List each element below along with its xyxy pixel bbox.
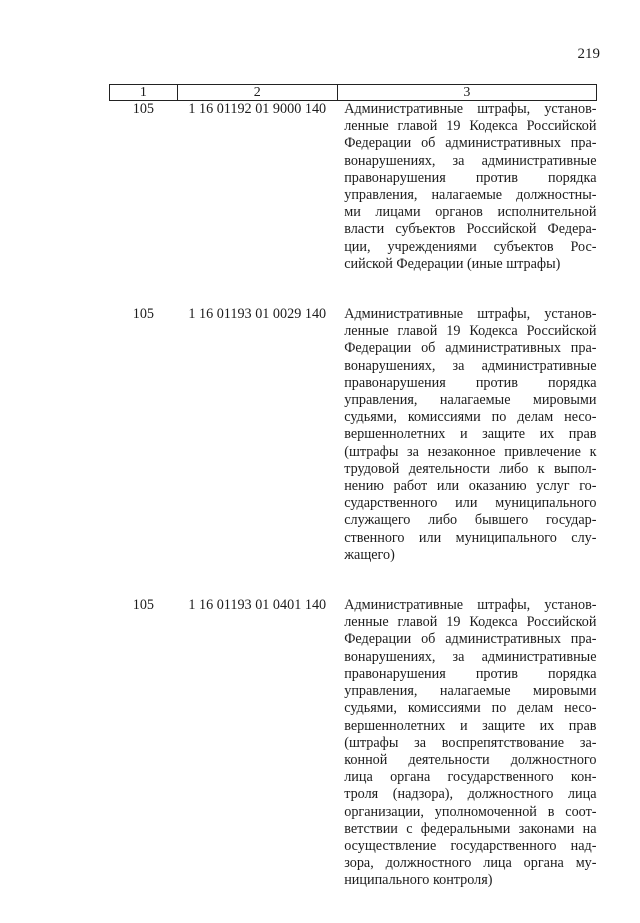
description-line: ленные главой 19 Кодекса Российской: [344, 614, 597, 631]
description-line: управления, налагаемые мировыми: [344, 683, 597, 700]
description-line: управления, налагаемые должностны-: [344, 187, 597, 204]
description-line: ми лицами органов исполнительной: [344, 204, 597, 221]
description-line: судьями, комиссиями по делам несо-: [344, 700, 597, 717]
description-line: ленные главой 19 Кодекса Российской: [344, 323, 597, 340]
description-line: ственного или муниципального слу-: [344, 529, 597, 546]
column-header-3: 3: [337, 85, 596, 101]
description-line: Федерации об административных пра-: [344, 340, 597, 357]
description-line: трудовой деятельности либо к выпол-: [344, 460, 597, 477]
revenue-code-table: [109, 84, 597, 923]
description-line: правонарушения против порядка: [344, 665, 597, 682]
description-line: правонарушения против порядка: [344, 169, 597, 186]
description-line: (штрафы за воспрепятствование за-: [344, 734, 597, 751]
description-cell: [337, 597, 596, 922]
admin-code-cell: 105: [132, 597, 155, 614]
description-line: Федерации об административных пра-: [344, 135, 597, 152]
description-line: управления, налагаемые мировыми: [344, 392, 597, 409]
description-line: вонарушениях, за административные: [344, 357, 597, 374]
description-line: Административные штрафы, установ-: [344, 101, 597, 117]
description-line: сийской Федерации (иные штрафы): [344, 255, 561, 272]
description-line: осуществление государственного над-: [344, 837, 597, 854]
description-line: вершеннолетних и защите их прав: [344, 717, 597, 734]
description-line: судьями, комиссиями по делам несо-: [344, 409, 597, 426]
column-header-1: 1: [110, 85, 178, 101]
description-line: вонарушениях, за административные: [344, 648, 597, 665]
description-line: власти субъектов Российской Федера-: [344, 221, 597, 238]
table-row: [110, 306, 597, 597]
description-line: Административные штрафы, установ-: [344, 597, 597, 614]
description-line: правонарушения против порядка: [344, 374, 597, 391]
description-line: троля (надзора), должностного лица: [344, 786, 597, 803]
description-line: ветствии с федеральными законами на: [344, 820, 597, 837]
description-line: (штрафы за незаконное привлечение к: [344, 443, 597, 460]
description-line: конной деятельности должностного: [344, 751, 597, 768]
page-number: 219: [577, 46, 600, 62]
description-line: ниципального контроля): [344, 872, 493, 889]
description-line: вершеннолетних и защите их прав: [344, 426, 597, 443]
description-line: служащего либо бывшего государ-: [344, 512, 597, 529]
description-line: сударственного или муниципального: [344, 495, 597, 512]
description-cell: [337, 306, 596, 597]
description-line: ции, учреждениями субъектов Рос-: [344, 238, 597, 255]
table-header-row: [110, 85, 597, 101]
description-line: зора, должностного лица органа му-: [344, 855, 597, 872]
description-line: лица органа государственного кон-: [344, 769, 597, 786]
description-line: нению работ или оказанию услуг го-: [344, 478, 597, 495]
admin-code-cell: 105: [132, 101, 155, 117]
table-row: [110, 597, 597, 922]
budget-classification-code-cell: 1 16 01193 01 0401 140: [188, 597, 327, 614]
description-line: вонарушениях, за административные: [344, 152, 597, 169]
description-line: Административные штрафы, установ-: [344, 306, 597, 323]
description-cell: [337, 101, 596, 307]
description-line: жащего): [344, 546, 395, 563]
budget-classification-code-cell: 1 16 01193 01 0029 140: [188, 306, 327, 323]
description-line: организации, уполномоченной в соот-: [344, 803, 597, 820]
description-line: Федерации об административных пра-: [344, 631, 597, 648]
column-header-2: 2: [177, 85, 337, 101]
description-line: ленные главой 19 Кодекса Российской: [344, 118, 597, 135]
admin-code-cell: 105: [132, 306, 155, 323]
table-row: [110, 101, 597, 307]
budget-classification-code-cell: 1 16 01192 01 9000 140: [188, 101, 327, 117]
